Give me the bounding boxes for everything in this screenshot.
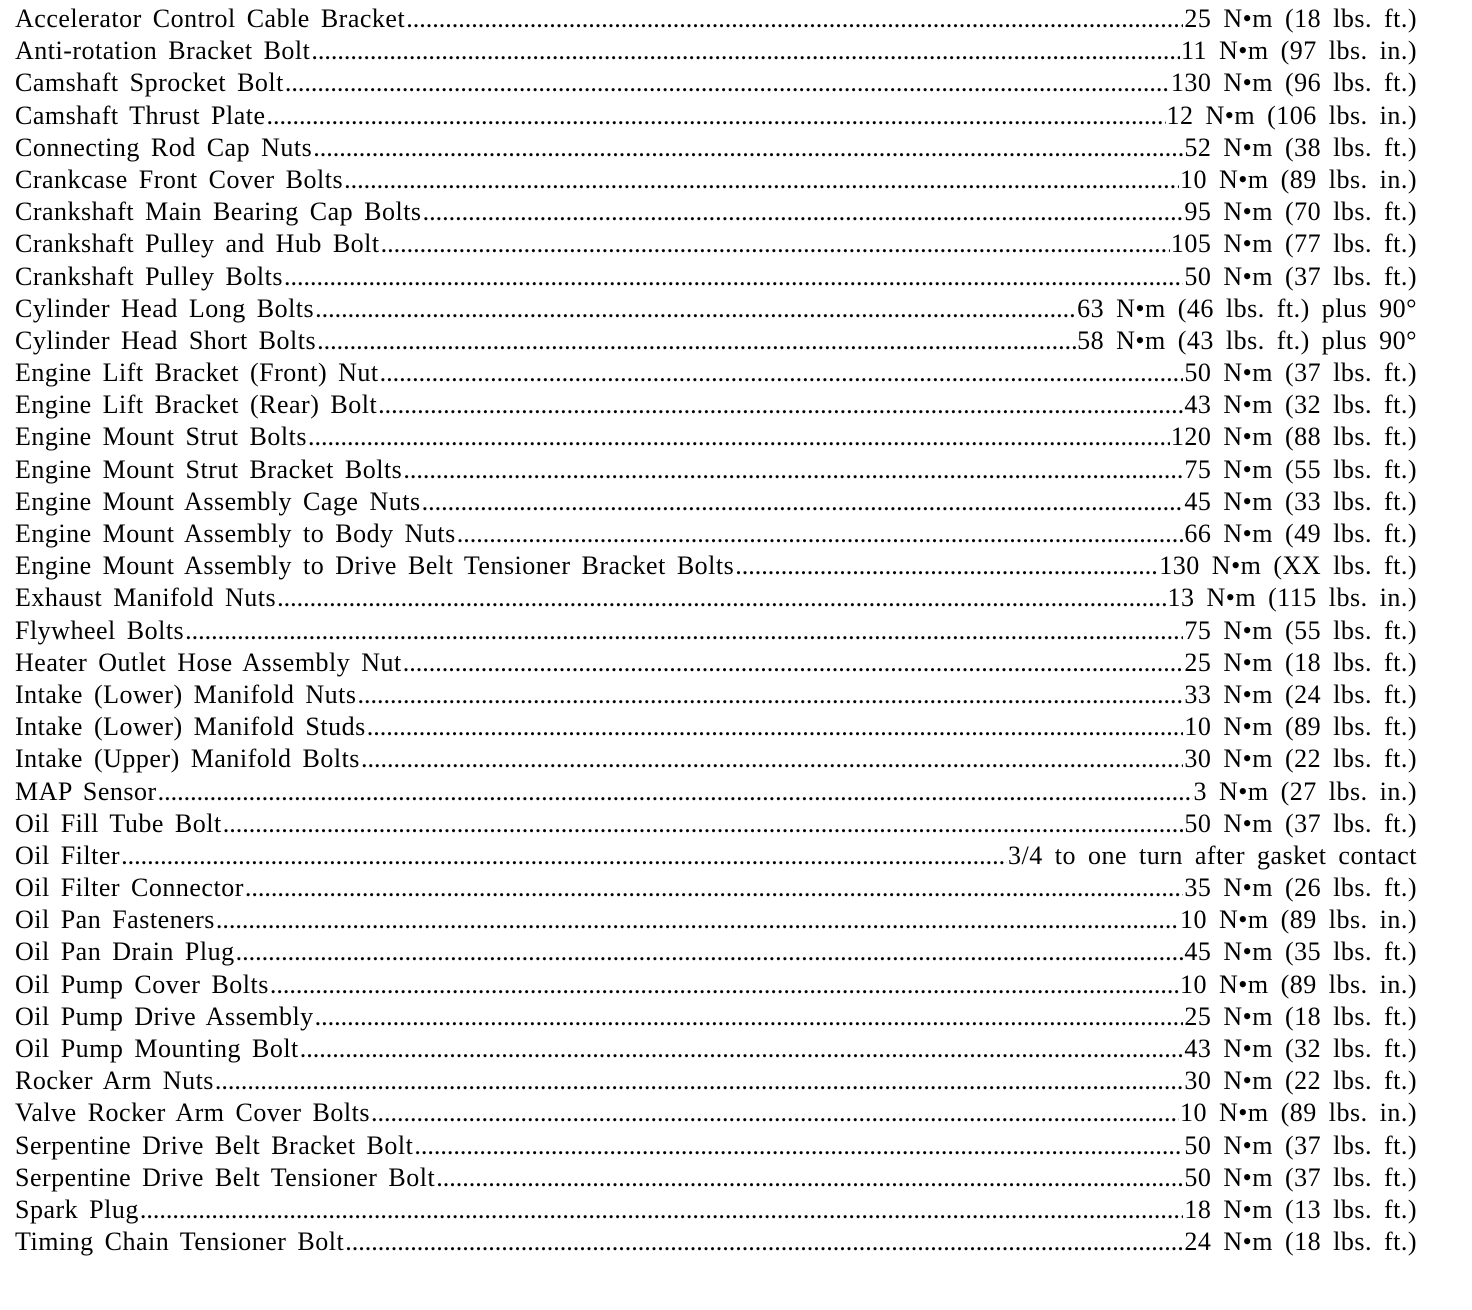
spec-row [15, 196, 1417, 228]
component-name: Cylinder Head Long Bolts [15, 293, 315, 323]
torque-value: 33 N•m (24 lbs. ft.) [1184, 679, 1417, 709]
spec-row [15, 1226, 1417, 1258]
component-name: Engine Lift Bracket (Rear) Bolt [15, 390, 378, 420]
dot-leader [381, 228, 1170, 260]
spec-row [15, 100, 1417, 132]
dot-leader [285, 67, 1170, 99]
torque-value: 63 N•m (46 lbs. ft.) plus 90° [1077, 293, 1417, 323]
dot-leader [414, 1130, 1183, 1162]
component-name: Intake (Upper) Manifold Bolts [15, 744, 360, 774]
component-name: Heater Outlet Hose Assembly Nut [15, 647, 402, 677]
component-name: Spark Plug [15, 1194, 139, 1224]
component-name: Valve Rocker Arm Cover Bolts [15, 1098, 370, 1128]
torque-value: 3 N•m (27 lbs. in.) [1193, 776, 1417, 806]
dot-leader [735, 550, 1158, 582]
torque-value: 24 N•m (18 lbs. ft.) [1184, 1227, 1417, 1257]
spec-row [15, 711, 1417, 743]
dot-leader [361, 743, 1183, 775]
spec-row [15, 1001, 1417, 1033]
torque-value: 10 N•m (89 lbs. in.) [1180, 164, 1417, 194]
torque-specification-list [15, 3, 1417, 1258]
component-name: Anti-rotation Bracket Bolt [15, 36, 311, 66]
component-name: Crankshaft Pulley Bolts [15, 261, 283, 291]
dot-leader [344, 164, 1179, 196]
torque-value: 12 N•m (106 lbs. in.) [1166, 100, 1417, 130]
torque-value: 66 N•m (49 lbs. ft.) [1184, 519, 1417, 548]
dot-leader [345, 1226, 1183, 1258]
torque-value: 10 N•m (89 lbs. in.) [1180, 1098, 1417, 1128]
component-name: Serpentine Drive Belt Bracket Bolt [15, 1130, 414, 1160]
spec-row [15, 325, 1417, 357]
spec-row [15, 1097, 1417, 1129]
spec-row [15, 67, 1417, 99]
dot-leader [403, 454, 1183, 486]
spec-row [15, 261, 1417, 293]
spec-row [15, 228, 1417, 260]
torque-value: 25 N•m (18 lbs. ft.) [1184, 1001, 1417, 1031]
dot-leader [121, 840, 1007, 872]
dot-leader [358, 679, 1184, 711]
torque-value: 45 N•m (35 lbs. ft.) [1184, 937, 1417, 967]
torque-value: 50 N•m (37 lbs. ft.) [1184, 261, 1417, 291]
torque-value: 105 N•m (77 lbs. ft.) [1170, 229, 1417, 259]
torque-value: 43 N•m (32 lbs. ft.) [1184, 390, 1417, 420]
spec-row [15, 1033, 1417, 1065]
dot-leader [403, 647, 1184, 679]
torque-value: 130 N•m (96 lbs. ft.) [1170, 68, 1417, 98]
component-name: Timing Chain Tensioner Bolt [15, 1227, 345, 1257]
dot-leader [267, 100, 1166, 132]
component-name: Oil Fill Tube Bolt [15, 808, 222, 838]
torque-value: 75 N•m (55 lbs. ft.) [1184, 615, 1417, 645]
component-name: Serpentine Drive Belt Tensioner Bolt [15, 1162, 436, 1192]
spec-row [15, 357, 1417, 389]
component-name: Crankshaft Main Bearing Cap Bolts [15, 197, 422, 227]
spec-row [15, 518, 1417, 550]
dot-leader [284, 261, 1183, 293]
component-name: Exhaust Manifold Nuts [15, 583, 277, 613]
spec-row [15, 389, 1417, 421]
spec-row [15, 969, 1417, 1001]
spec-row [15, 3, 1417, 35]
spec-row [15, 550, 1417, 582]
torque-value: 130 N•m (XX lbs. ft.) [1159, 551, 1417, 581]
torque-value: 13 N•m (115 lbs. in.) [1167, 583, 1417, 613]
dot-leader [406, 3, 1183, 35]
torque-value: 11 N•m (97 lbs. in.) [1180, 36, 1417, 66]
dot-leader [315, 293, 1076, 325]
spec-row [15, 293, 1417, 325]
component-name: Intake (Lower) Manifold Studs [15, 712, 366, 742]
component-name: Oil Pan Fasteners [15, 905, 215, 935]
torque-value: 30 N•m (22 lbs. ft.) [1184, 1066, 1417, 1096]
component-name: MAP Sensor [15, 776, 157, 806]
torque-value: 10 N•m (89 lbs. in.) [1180, 905, 1417, 935]
dot-leader [423, 196, 1184, 228]
spec-row [15, 1194, 1417, 1226]
component-name: Rocker Arm Nuts [15, 1066, 214, 1096]
dot-leader [422, 486, 1184, 518]
spec-row [15, 1162, 1417, 1194]
torque-value: 52 N•m (38 lbs. ft.) [1184, 132, 1417, 162]
torque-value: 30 N•m (22 lbs. ft.) [1184, 744, 1417, 774]
component-name: Engine Mount Assembly Cage Nuts [15, 486, 421, 516]
component-name: Engine Lift Bracket (Front) Nut [15, 358, 379, 388]
dot-leader [380, 357, 1184, 389]
spec-row [15, 615, 1417, 647]
dot-leader [436, 1162, 1183, 1194]
component-name: Crankshaft Pulley and Hub Bolt [15, 229, 380, 259]
dot-leader [371, 1097, 1179, 1129]
torque-value: 50 N•m (37 lbs. ft.) [1184, 1162, 1417, 1192]
component-name: Oil Pan Drain Plug [15, 937, 235, 967]
spec-row [15, 936, 1417, 968]
dot-leader [457, 518, 1184, 550]
spec-row [15, 679, 1417, 711]
dot-leader [270, 969, 1179, 1001]
spec-row [15, 840, 1417, 872]
spec-row [15, 454, 1417, 486]
torque-value: 95 N•m (70 lbs. ft.) [1184, 197, 1417, 227]
component-name: Flywheel Bolts [15, 615, 185, 645]
component-name: Camshaft Thrust Plate [15, 100, 266, 130]
spec-row [15, 486, 1417, 518]
spec-row [15, 1130, 1417, 1162]
spec-row [15, 872, 1417, 904]
dot-leader [378, 389, 1183, 421]
component-name: Oil Pump Mounting Bolt [15, 1034, 299, 1063]
torque-value: 25 N•m (18 lbs. ft.) [1184, 647, 1417, 677]
component-name: Engine Mount Strut Bracket Bolts [15, 454, 403, 484]
component-name: Engine Mount Assembly to Drive Belt Tensioner Bracket Bolts [15, 551, 735, 581]
torque-value: 25 N•m (18 lbs. ft.) [1184, 4, 1417, 33]
component-name: Engine Mount Strut Bolts [15, 422, 307, 452]
torque-value: 120 N•m (88 lbs. ft.) [1170, 422, 1417, 452]
dot-leader [216, 904, 1179, 936]
spec-row [15, 743, 1417, 775]
torque-value: 50 N•m (37 lbs. ft.) [1184, 358, 1417, 388]
dot-leader [277, 582, 1166, 614]
component-name: Cylinder Head Short Bolts [15, 325, 317, 355]
component-name: Oil Pump Cover Bolts [15, 969, 269, 999]
torque-value: 35 N•m (26 lbs. ft.) [1184, 873, 1417, 903]
torque-value: 50 N•m (37 lbs. ft.) [1184, 1130, 1417, 1160]
torque-value: 10 N•m (89 lbs. ft.) [1184, 712, 1417, 742]
dot-leader [317, 325, 1076, 357]
dot-leader [313, 132, 1183, 164]
spec-row [15, 164, 1417, 196]
dot-leader [236, 936, 1184, 968]
torque-value: 3/4 to one turn after gasket contact [1008, 840, 1417, 870]
spec-row [15, 647, 1417, 679]
torque-value: 45 N•m (33 lbs. ft.) [1184, 486, 1417, 516]
spec-row [15, 421, 1417, 453]
dot-leader [223, 808, 1184, 840]
component-name: Accelerator Control Cable Bracket [15, 4, 406, 33]
dot-leader [215, 1065, 1183, 1097]
dot-leader [158, 776, 1193, 808]
component-name: Crankcase Front Cover Bolts [15, 164, 344, 194]
component-name: Connecting Rod Cap Nuts [15, 132, 313, 162]
torque-value: 58 N•m (43 lbs. ft.) plus 90° [1077, 325, 1417, 355]
component-name: Oil Filter Connector [15, 873, 244, 903]
torque-value: 75 N•m (55 lbs. ft.) [1184, 454, 1417, 484]
dot-leader [185, 615, 1183, 647]
dot-leader [245, 872, 1183, 904]
spec-row [15, 904, 1417, 936]
component-name: Camshaft Sprocket Bolt [15, 68, 284, 98]
spec-row [15, 132, 1417, 164]
dot-leader [140, 1194, 1184, 1226]
dot-leader [300, 1033, 1184, 1065]
torque-value: 18 N•m (13 lbs. ft.) [1184, 1194, 1417, 1224]
spec-row [15, 582, 1417, 614]
dot-leader [315, 1001, 1184, 1033]
torque-value: 43 N•m (32 lbs. ft.) [1184, 1034, 1417, 1063]
torque-value: 50 N•m (37 lbs. ft.) [1184, 808, 1417, 838]
spec-row [15, 35, 1417, 67]
component-name: Oil Pump Drive Assembly [15, 1001, 314, 1031]
torque-value: 10 N•m (89 lbs. in.) [1180, 969, 1417, 999]
dot-leader [311, 35, 1180, 67]
dot-leader [367, 711, 1184, 743]
component-name: Oil Filter [15, 840, 121, 870]
spec-row [15, 776, 1417, 808]
spec-row [15, 1065, 1417, 1097]
component-name: Engine Mount Assembly to Body Nuts [15, 519, 456, 548]
spec-row [15, 808, 1417, 840]
dot-leader [308, 421, 1170, 453]
component-name: Intake (Lower) Manifold Nuts [15, 679, 357, 709]
